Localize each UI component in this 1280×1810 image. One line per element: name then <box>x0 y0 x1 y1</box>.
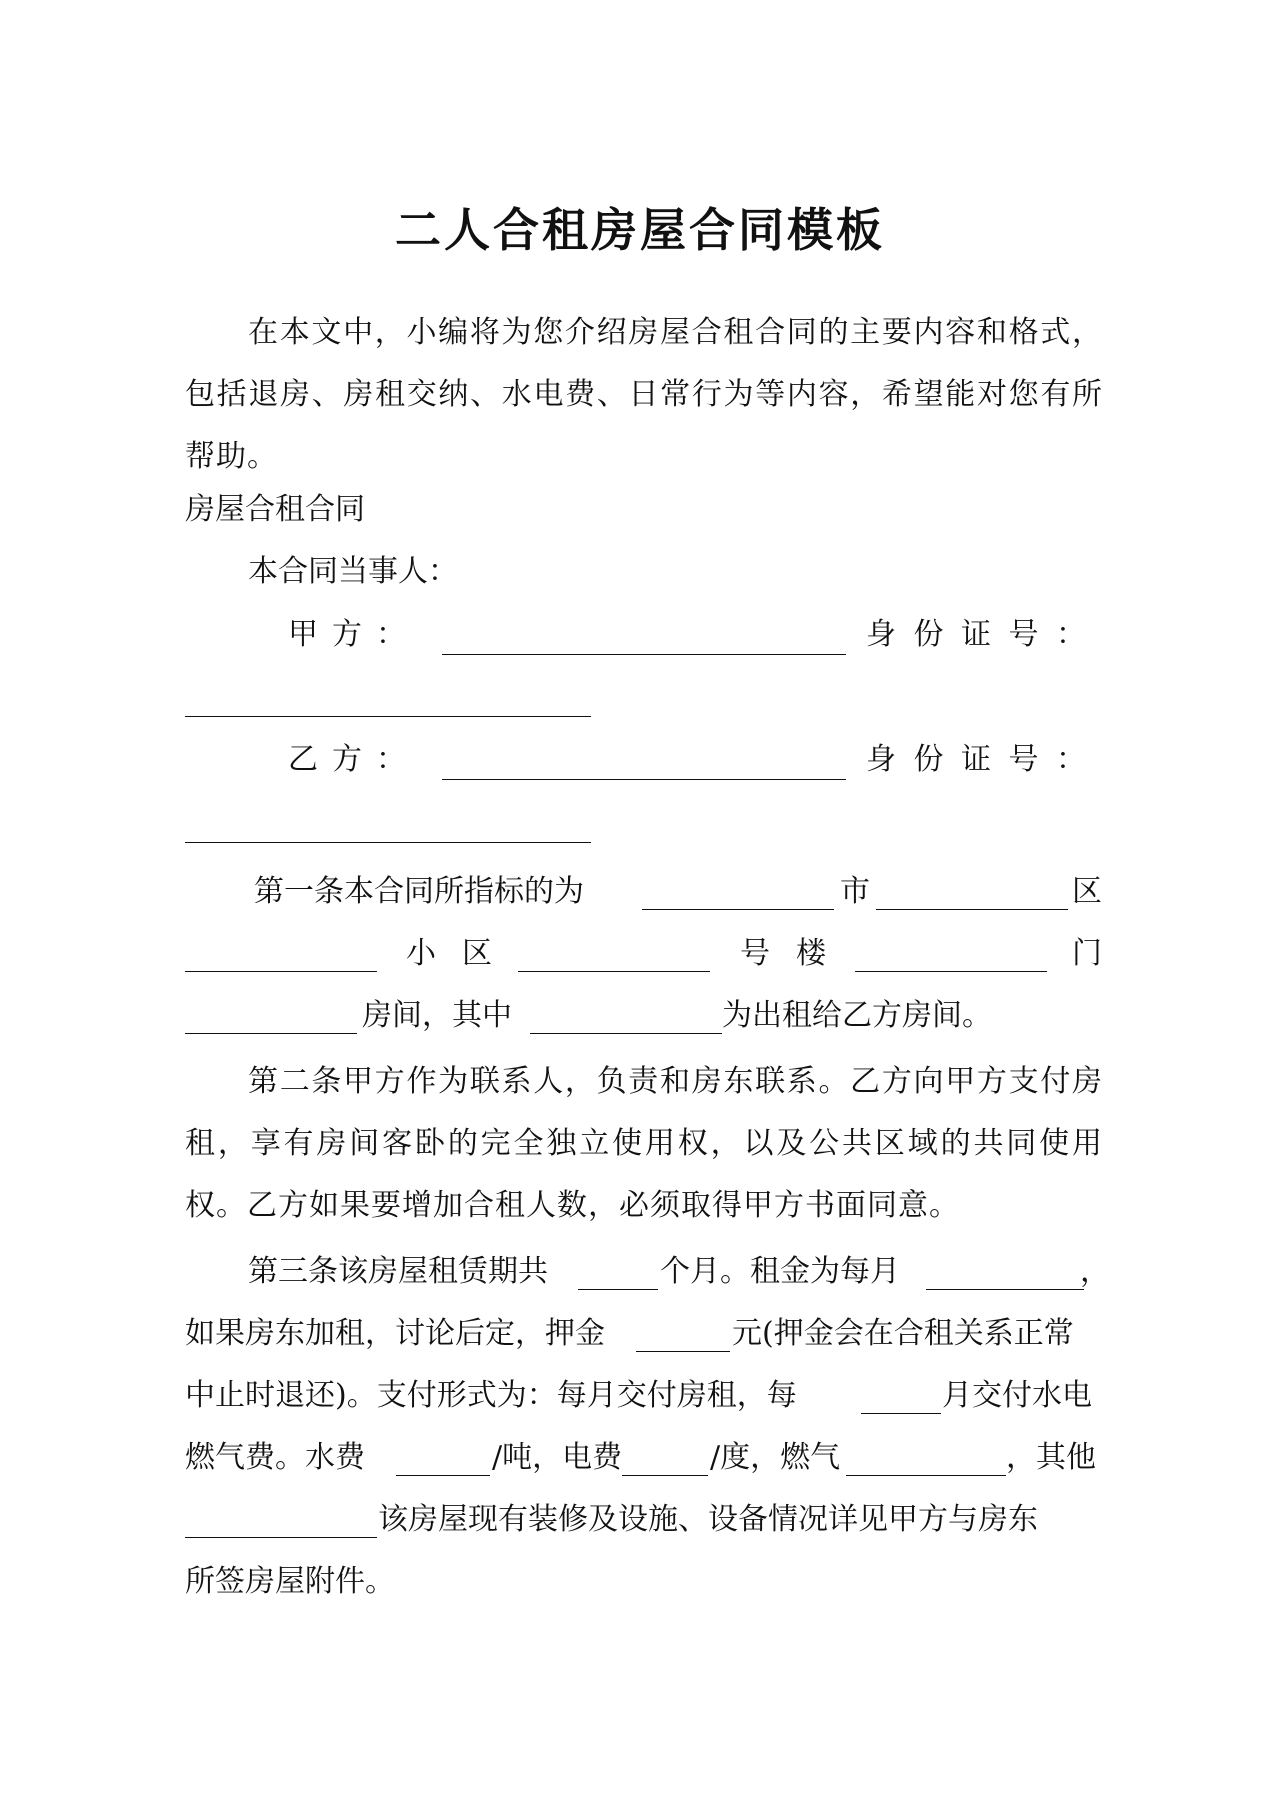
room-blank[interactable] <box>185 1033 357 1034</box>
clause3-p8: 燃气费。水费 <box>185 1440 365 1475</box>
party-b-label-char: 方 <box>332 742 362 777</box>
party-a-label-char: 方 <box>332 617 362 652</box>
document-title: 二人合租房屋合同模板 <box>395 203 885 257</box>
party-b-id-char: 证 <box>961 742 991 777</box>
party-a-label-char: ： <box>376 617 406 652</box>
community-char: 区 <box>462 936 492 971</box>
party-a-label <box>288 615 406 655</box>
party-a-id-char: 证 <box>961 617 991 652</box>
party-b-id-char: ： <box>1056 742 1086 777</box>
lease-months-blank[interactable] <box>578 1289 658 1290</box>
party-b-id-char: 份 <box>913 742 944 777</box>
clause3-p7: 月交付水电 <box>942 1378 1092 1413</box>
building-char: 楼 <box>796 936 826 971</box>
clause1-room: 房间，其中 <box>362 998 512 1033</box>
deposit-blank[interactable] <box>636 1351 730 1352</box>
clause3-p6: 中止时退还)。支付形式为：每月交付房租，每 <box>185 1378 797 1413</box>
clause1-suffix: 为出租给乙方房间。 <box>722 998 992 1033</box>
intro-paragraph: 在本文中，小编将为您介绍房屋合租合同的主要内容和格式，包括退房、房租交纳、水电费、日常行为等内容，希望能对您有所帮助。 <box>185 315 1103 474</box>
clause3-p1: 第三条该房屋租赁期共 <box>248 1254 548 1289</box>
community-char: 小 <box>406 936 436 971</box>
monthly-rent-blank[interactable] <box>926 1289 1084 1290</box>
party-b-id-blank[interactable] <box>185 842 591 843</box>
party-b-label <box>288 740 406 780</box>
party-b-id-char: 号 <box>1008 742 1039 777</box>
party-a-id-blank[interactable] <box>185 716 591 717</box>
party-a-id-char: ： <box>1056 617 1086 652</box>
party-b-name-blank[interactable] <box>442 779 846 780</box>
clause3-p2: 个月。租金为每月 <box>660 1254 900 1289</box>
clause1-district: 区 <box>1072 874 1102 909</box>
water-fee-blank[interactable] <box>396 1475 490 1476</box>
party-b-id-label <box>866 740 1086 780</box>
district-blank[interactable] <box>876 909 1068 910</box>
clause3-p5: 元(押金会在合租关系正常 <box>732 1316 1074 1351</box>
gas-fee-blank[interactable] <box>846 1475 1006 1476</box>
clause3-p13: 所签房屋附件。 <box>185 1564 395 1599</box>
clause3-p9: /吨，电费 <box>492 1440 623 1475</box>
clause1-door: 门 <box>1072 936 1102 971</box>
electricity-fee-blank[interactable] <box>622 1475 708 1476</box>
other-fee-blank[interactable] <box>185 1537 377 1538</box>
utility-period-blank[interactable] <box>861 1413 941 1414</box>
city-blank[interactable] <box>642 909 834 910</box>
clause3-p3: ， <box>1080 1254 1110 1289</box>
party-b-label-char: ： <box>376 742 406 777</box>
door-blank[interactable] <box>855 971 1047 972</box>
building-char: 号 <box>740 936 770 971</box>
party-a-name-blank[interactable] <box>442 654 846 655</box>
party-b-label-char: 乙 <box>288 742 318 777</box>
community-blank[interactable] <box>185 971 377 972</box>
parties-label: 本合同当事人： <box>248 554 458 589</box>
clause1-community <box>406 934 492 974</box>
clause1-prefix: 第一条本合同所指标的为 <box>254 874 584 909</box>
party-a-id-char: 号 <box>1008 617 1039 652</box>
party-a-id-label <box>866 615 1086 655</box>
contract-heading: 房屋合租合同 <box>185 492 365 527</box>
clause3-p10: /度，燃气 <box>710 1440 841 1475</box>
party-a-label-char: 甲 <box>288 617 318 652</box>
party-b-id-char: 身 <box>866 742 896 777</box>
building-number-blank[interactable] <box>518 971 710 972</box>
clause2-paragraph: 第二条甲方作为联系人，负责和房东联系。乙方向甲方支付房租，享有房间客卧的完全独立使用权，以及公共区域的共同使用权。乙方如果要增加合租人数，必须取得甲方书面同意。 <box>185 1064 1103 1223</box>
clause3-p12: 该房屋现有装修及设施、设备情况详见甲方与房东 <box>378 1502 1038 1537</box>
party-a-id-char: 份 <box>913 617 944 652</box>
clause3-p11: ，其他 <box>1006 1440 1096 1475</box>
party-a-id-char: 身 <box>866 617 896 652</box>
clause1-building <box>740 934 826 974</box>
clause3-p4: 如果房东加租，讨论后定，押金 <box>185 1316 605 1351</box>
clause1-city: 市 <box>840 874 870 909</box>
rental-room-blank[interactable] <box>530 1033 722 1034</box>
